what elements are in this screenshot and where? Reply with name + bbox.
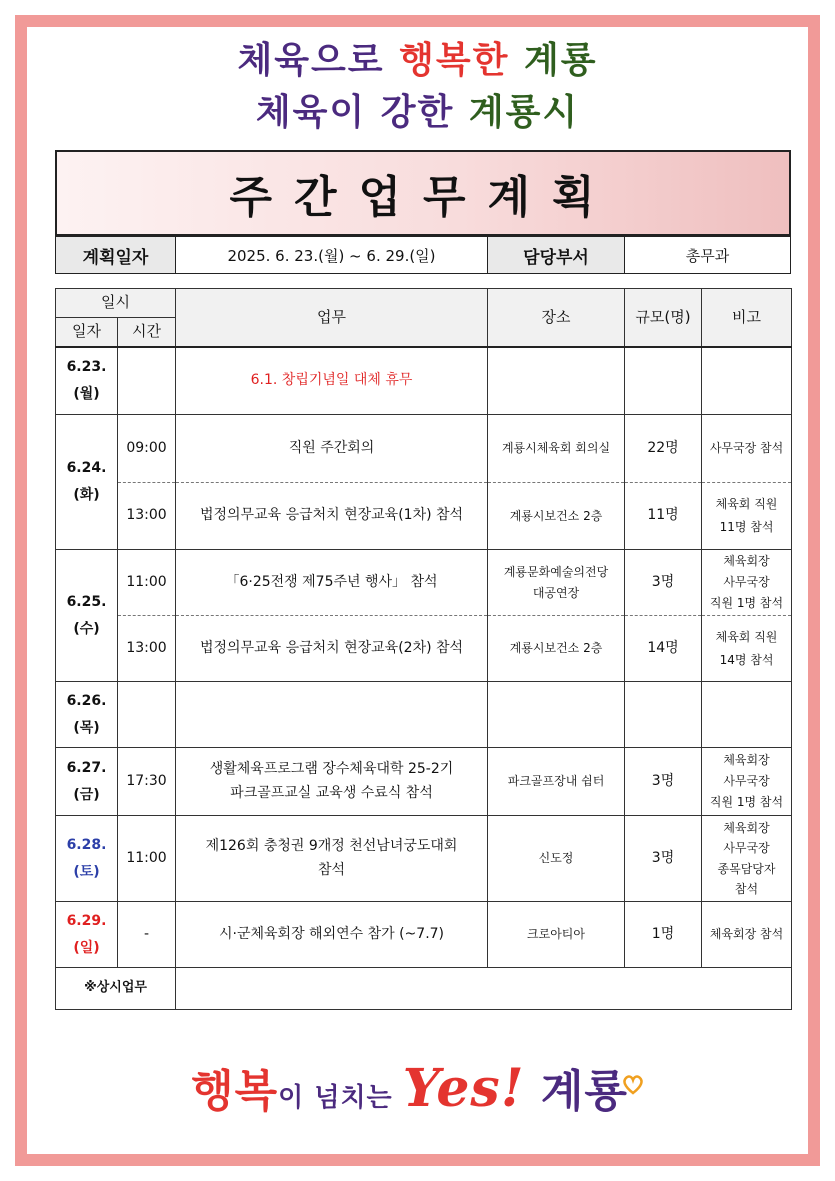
row-place: 신도정 bbox=[488, 816, 625, 902]
plan-info-table bbox=[55, 236, 791, 274]
row-note: 체육회 직원 14명 참석 bbox=[702, 616, 792, 682]
table-row bbox=[56, 347, 792, 415]
footer-happy: 행복 bbox=[191, 1066, 279, 1117]
page-title: 주간업무계획 bbox=[55, 150, 791, 236]
header-note: 비고 bbox=[702, 289, 792, 347]
slogan-city: 계룡 bbox=[509, 40, 598, 81]
row-note: 사무국장 참석 bbox=[702, 415, 792, 483]
table-row bbox=[56, 415, 792, 483]
weekly-plan-table bbox=[55, 288, 792, 1010]
row-note: 체육회장 사무국장 직원 1명 참석 bbox=[702, 550, 792, 616]
row-note: 체육회장 사무국장 종목담당자 참석 bbox=[702, 816, 792, 902]
row-scale: 3명 bbox=[625, 816, 702, 902]
row-place: 계룡시보건소 2층 bbox=[488, 483, 625, 550]
slogan-text: 체육이 강한 bbox=[255, 92, 469, 133]
table-row bbox=[56, 483, 792, 550]
slogan-line-2 bbox=[0, 84, 835, 135]
header-date: 일자 bbox=[56, 318, 118, 347]
slogan-line-1 bbox=[0, 32, 835, 83]
row-time bbox=[118, 347, 176, 415]
row-task: 직원 주간회의 bbox=[176, 415, 488, 483]
row-task: 6.1. 창립기념일 대체 휴무 bbox=[176, 347, 488, 415]
dept-value: 총무과 bbox=[625, 237, 791, 274]
row-date: 6.25. (수) bbox=[56, 550, 118, 682]
row-scale: 11명 bbox=[625, 483, 702, 550]
row-date: 6.28. (토) bbox=[56, 816, 118, 902]
slogan-highlight: 행복한 bbox=[399, 40, 510, 81]
heart-icon bbox=[622, 1055, 644, 1075]
row-note: 체육회 직원 11명 참석 bbox=[702, 483, 792, 550]
row-note: 체육회장 사무국장 직원 1명 참석 bbox=[702, 748, 792, 816]
header-task: 업무 bbox=[176, 289, 488, 347]
row-date: 6.26. (목) bbox=[56, 682, 118, 748]
row-place bbox=[488, 347, 625, 415]
row-note bbox=[702, 682, 792, 748]
row-place bbox=[488, 682, 625, 748]
standing-duties-content bbox=[176, 968, 792, 1010]
row-task: 시·군체육회장 해외연수 참가 (~7.7) bbox=[176, 902, 488, 968]
header-time: 시간 bbox=[118, 318, 176, 347]
row-scale bbox=[625, 347, 702, 415]
standing-duties-label: ※상시업무 bbox=[56, 968, 176, 1010]
row-task: 법정의무교육 응급처치 현장교육(2차) 참석 bbox=[176, 616, 488, 682]
row-date: 6.23. (월) bbox=[56, 347, 118, 415]
table-row bbox=[56, 902, 792, 968]
header-scale: 규모(명) bbox=[625, 289, 702, 347]
row-task: 법정의무교육 응급처치 현장교육(1차) 참석 bbox=[176, 483, 488, 550]
row-scale: 3명 bbox=[625, 550, 702, 616]
row-time bbox=[118, 682, 176, 748]
row-place: 계룡시체육회 회의실 bbox=[488, 415, 625, 483]
row-scale: 1명 bbox=[625, 902, 702, 968]
row-task: 「6·25전쟁 제75주년 행사」 참석 bbox=[176, 550, 488, 616]
footer-slogan bbox=[0, 1055, 835, 1119]
row-time: 09:00 bbox=[118, 415, 176, 483]
row-time: 13:00 bbox=[118, 483, 176, 550]
row-scale: 22명 bbox=[625, 415, 702, 483]
table-row bbox=[56, 550, 792, 616]
table-row bbox=[56, 968, 792, 1010]
row-date: 6.24. (화) bbox=[56, 415, 118, 550]
row-scale: 3명 bbox=[625, 748, 702, 816]
row-time: - bbox=[118, 902, 176, 968]
row-date: 6.29. (일) bbox=[56, 902, 118, 968]
slogan-city: 계룡시 bbox=[468, 92, 580, 133]
row-place: 크로아티아 bbox=[488, 902, 625, 968]
table-row bbox=[56, 748, 792, 816]
row-task: 생활체육프로그램 장수체육대학 25-2기 파크골프교실 교육생 수료식 참석 bbox=[176, 748, 488, 816]
row-time: 11:00 bbox=[118, 816, 176, 902]
row-date: 6.27. (금) bbox=[56, 748, 118, 816]
row-time: 17:30 bbox=[118, 748, 176, 816]
row-place: 파크골프장내 쉼터 bbox=[488, 748, 625, 816]
plan-date-label: 계획일자 bbox=[56, 237, 176, 274]
row-note: 체육회장 참석 bbox=[702, 902, 792, 968]
row-time: 13:00 bbox=[118, 616, 176, 682]
row-scale bbox=[625, 682, 702, 748]
dept-label: 담당부서 bbox=[488, 237, 625, 274]
table-row bbox=[56, 682, 792, 748]
footer-yes: Yes! bbox=[402, 1058, 525, 1119]
row-scale: 14명 bbox=[625, 616, 702, 682]
slogan-text: 체육으로 bbox=[237, 40, 400, 81]
table-row bbox=[56, 816, 792, 902]
row-task bbox=[176, 682, 488, 748]
header-datetime: 일시 bbox=[56, 289, 176, 318]
row-note bbox=[702, 347, 792, 415]
row-time: 11:00 bbox=[118, 550, 176, 616]
footer-city: 계룡 bbox=[524, 1066, 628, 1117]
header-place: 장소 bbox=[488, 289, 625, 347]
row-place: 계룡시보건소 2층 bbox=[488, 616, 625, 682]
plan-date-value: 2025. 6. 23.(월) ~ 6. 29.(일) bbox=[176, 237, 488, 274]
table-row bbox=[56, 616, 792, 682]
row-task: 제126회 충청권 9개정 천선남녀궁도대회 참석 bbox=[176, 816, 488, 902]
footer-text: 이 넘치는 bbox=[278, 1083, 403, 1113]
row-place: 계룡문화예술의전당 대공연장 bbox=[488, 550, 625, 616]
